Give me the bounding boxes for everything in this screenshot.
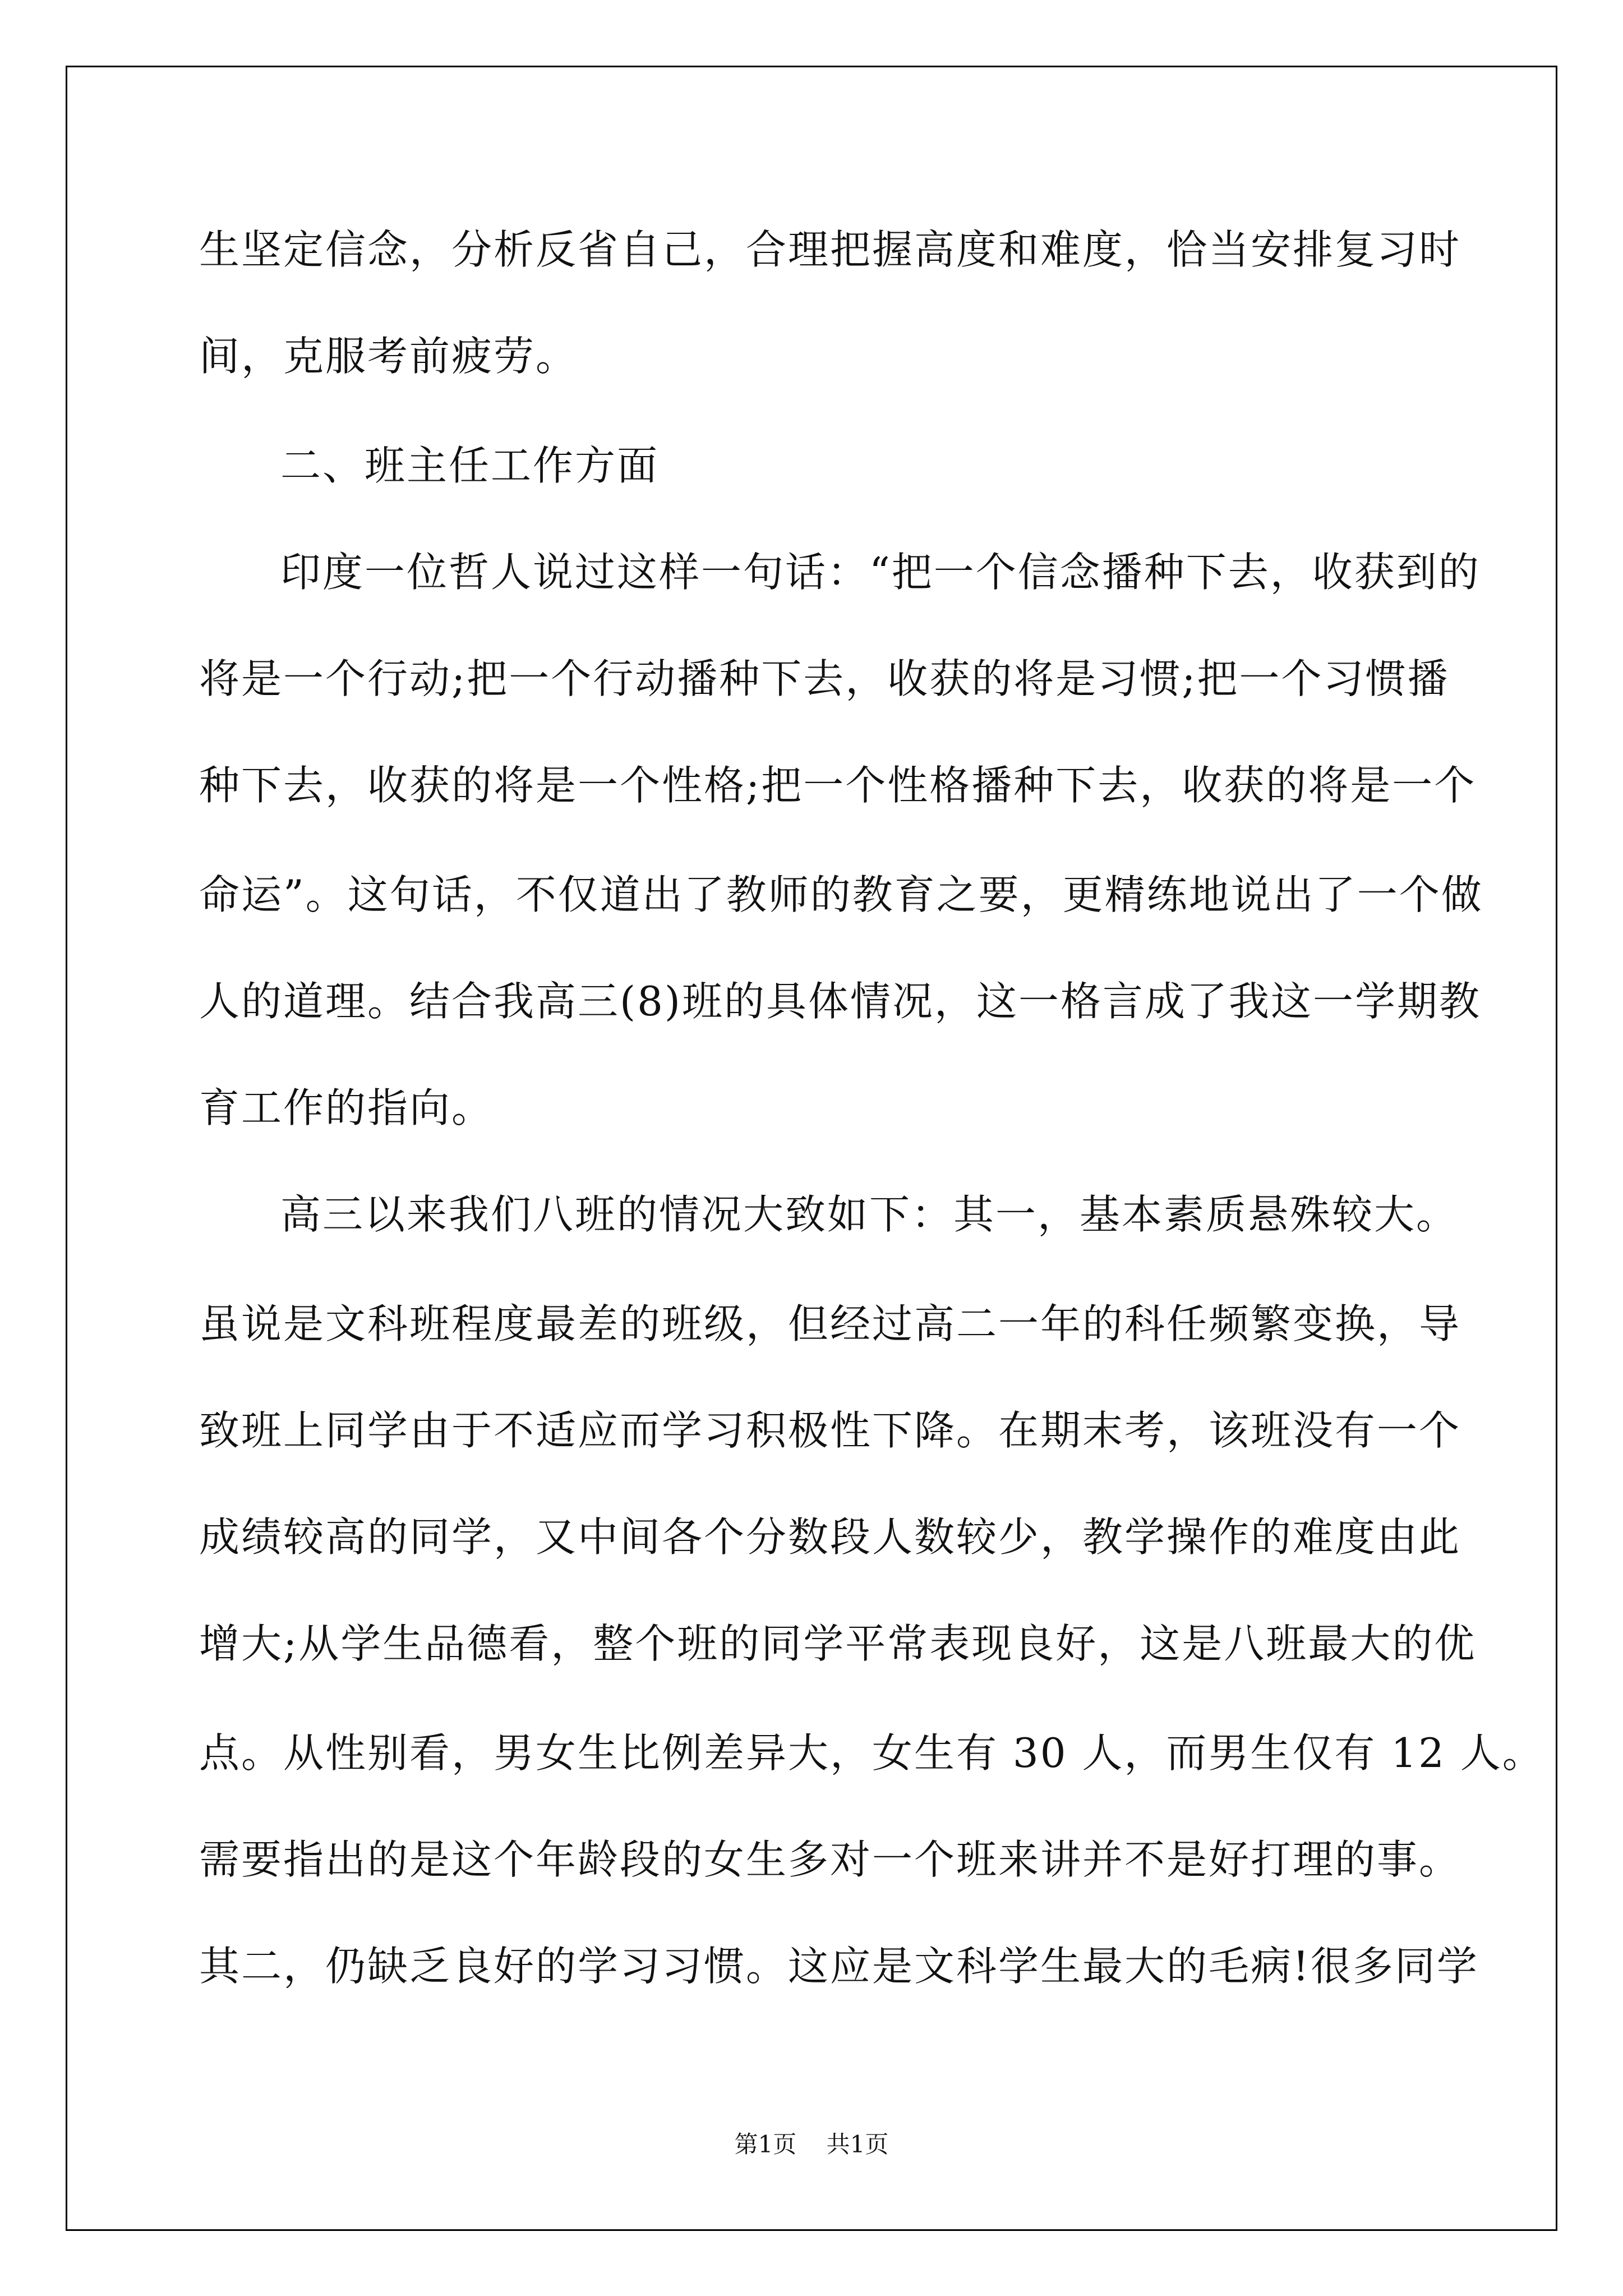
text-line: 致班上同学由于不适应而学习积极性下降。在期末考，该班没有一个	[199, 1407, 1461, 1454]
text-line: 生坚定信念，分析反省自己，合理把握高度和难度，恰当安排复习时	[199, 226, 1461, 273]
text-line: 间，克服考前疲劳。	[199, 333, 578, 380]
text-line: 种下去，收获的将是一个性格;把一个性格播种下去，收获的将是一个	[199, 762, 1477, 809]
text-line: 需要指出的是这个年龄段的女生多对一个班来讲并不是好打理的事。	[199, 1836, 1461, 1883]
text-line: 育工作的指向。	[199, 1084, 494, 1131]
page-number-current: 第1页	[734, 2131, 797, 2158]
text-line: 将是一个行动;把一个行动播种下去，收获的将是习惯;把一个习惯播	[199, 655, 1450, 702]
text-line: 成绩较高的同学，又中间各个分数段人数较少，教学操作的难度由此	[199, 1513, 1461, 1561]
section-heading: 二、班主任工作方面	[280, 442, 660, 489]
text-line: 其二，仍缺乏良好的学习习惯。这应是文科学生最大的毛病!很多同学	[199, 1943, 1479, 1990]
text-line: 虽说是文科班程度最差的班级，但经过高二一年的科任频繁变换，导	[199, 1300, 1461, 1347]
text-line: 印度一位哲人说过这样一句话：“把一个信念播种下去，收获到的	[280, 549, 1481, 596]
text-line: 高三以来我们八班的情况大致如下：其一，基本素质悬殊较大。	[280, 1191, 1459, 1238]
text-line: 点。从性别看，男女生比例差异大，女生有 30 人，而男生仅有 12 人。	[199, 1729, 1544, 1777]
page-number-total: 共1页	[826, 2131, 889, 2158]
text-line: 人的道理。结合我高三(8)班的具体情况，这一格言成了我这一学期教	[199, 978, 1481, 1025]
text-line: 增大;从学生品德看，整个班的同学平常表现良好，这是八班最大的优	[199, 1620, 1477, 1667]
text-line: 命运”。这句话，不仅道出了教师的教育之要，更精练地说出了一个做	[199, 871, 1483, 918]
page-footer	[0, 2126, 1623, 2160]
